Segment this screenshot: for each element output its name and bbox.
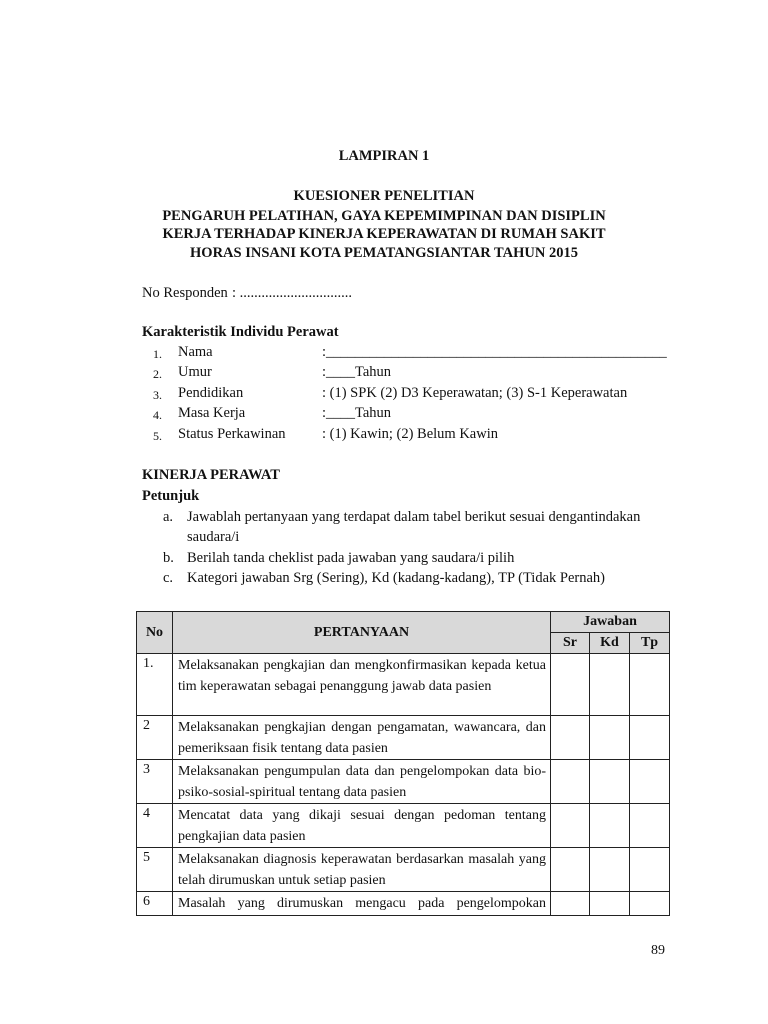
row-number: 3 — [137, 760, 173, 804]
research-title-line-2: KERJA TERHADAP KINERJA KEPERAWATAN DI RUMAH SAKIT — [162, 226, 606, 242]
page-number: 89 — [651, 943, 665, 958]
question-text: Mencatat data yang dikaji sesuai dengan pedoman tentang pengkajian data pasien — [173, 804, 551, 848]
answer-cell-kd[interactable] — [590, 892, 630, 916]
instruction-text: Kategori jawaban Srg (Sering), Kd (kadang-kadang), TP (Tidak Pernah) — [187, 570, 605, 586]
instruction-letter: a. — [163, 509, 174, 525]
row-number: 2 — [137, 716, 173, 760]
answer-cell-kd[interactable] — [590, 848, 630, 892]
table-row — [137, 892, 670, 916]
instruction-text: Berilah tanda cheklist pada jawaban yang saudara/i pilih — [187, 550, 515, 566]
table-row — [137, 716, 670, 760]
field-label-status-perkawinan: Status Perkawinan — [178, 426, 286, 442]
answer-cell-tp[interactable] — [630, 804, 670, 848]
appendix-title: LAMPIRAN 1 — [338, 148, 430, 164]
table-row — [137, 848, 670, 892]
questionnaire-title: KUESIONER PENELITIAN — [293, 188, 475, 204]
column-header-kd: Kd — [590, 633, 630, 654]
question-text: Melaksanakan pengumpulan data dan pengelompokan data bio-psiko-sosial-spiritual tentang data pasien — [173, 760, 551, 804]
answer-cell-tp[interactable] — [630, 892, 670, 916]
answer-cell-kd[interactable] — [590, 804, 630, 848]
row-number: 6 — [137, 892, 173, 916]
research-title-line-1: PENGARUH PELATIHAN, GAYA KEPEMIMPINAN DAN DISIPLIN — [162, 208, 606, 224]
question-text: Melaksanakan diagnosis keperawatan berdasarkan masalah yang telah dirumuskan untuk setiap pasien — [173, 848, 551, 892]
answer-cell-sr[interactable] — [551, 804, 590, 848]
answer-cell-kd[interactable] — [590, 760, 630, 804]
questionnaire-table — [136, 611, 670, 916]
table-row — [137, 804, 670, 848]
row-number: 4 — [137, 804, 173, 848]
column-header-sr: Sr — [551, 633, 590, 654]
answer-cell-tp[interactable] — [630, 716, 670, 760]
field-label-nama: Nama — [178, 344, 213, 360]
field-value-umur[interactable]: :____Tahun — [322, 364, 392, 380]
research-title-line-3: HORAS INSANI KOTA PEMATANGSIANTAR TAHUN 2015 — [190, 245, 578, 261]
respondent-number-field[interactable]: : ............................... — [232, 285, 353, 301]
instruction-letter: b. — [163, 550, 174, 566]
answer-cell-tp[interactable] — [630, 848, 670, 892]
answer-cell-kd[interactable] — [590, 716, 630, 760]
answer-cell-sr[interactable] — [551, 716, 590, 760]
instructions-heading: Petunjuk — [142, 488, 200, 504]
field-label-pendidikan: Pendidikan — [178, 385, 244, 401]
answer-cell-sr[interactable] — [551, 892, 590, 916]
list-number: 5. — [153, 429, 162, 443]
row-number: 1. — [137, 654, 173, 716]
question-text: Masalah yang dirumuskan mengacu pada pengelompokan — [173, 892, 551, 916]
answer-cell-sr[interactable] — [551, 848, 590, 892]
respondent-number-label: No Responden — [142, 285, 228, 301]
field-value-masa-kerja[interactable]: :____Tahun — [322, 405, 392, 421]
answer-cell-kd[interactable] — [590, 654, 630, 716]
row-number: 5 — [137, 848, 173, 892]
column-header-pertanyaan: PERTANYAAN — [173, 612, 551, 654]
answer-cell-sr[interactable] — [551, 760, 590, 804]
column-header-tp: Tp — [630, 633, 670, 654]
individual-characteristics-heading: Karakteristik Individu Perawat — [142, 324, 339, 340]
question-text: Melaksanakan pengkajian dengan pengamatan, wawancara, dan pemeriksaan fisik tentang data pasien — [173, 716, 551, 760]
instruction-text: saudara/i — [187, 529, 240, 545]
list-number: 4. — [153, 408, 162, 422]
question-text: Melaksanakan pengkajian dan mengkonfirmasikan kepada ketua tim keperawatan sebagai penanggung jawab data pasien — [173, 654, 551, 716]
field-label-masa-kerja: Masa Kerja — [178, 405, 246, 421]
nurse-performance-heading: KINERJA PERAWAT — [142, 467, 280, 483]
table-row — [137, 760, 670, 804]
list-number: 2. — [153, 367, 162, 381]
field-value-nama[interactable]: :_______________________________________________ — [322, 344, 667, 360]
answer-cell-tp[interactable] — [630, 760, 670, 804]
answer-cell-tp[interactable] — [630, 654, 670, 716]
instruction-text: Jawablah pertanyaan yang terdapat dalam tabel berikut sesuai dengantindakan — [187, 509, 641, 525]
answer-cell-sr[interactable] — [551, 654, 590, 716]
column-header-jawaban: Jawaban — [551, 612, 670, 633]
field-label-umur: Umur — [178, 364, 212, 380]
field-value-pendidikan[interactable]: : (1) SPK (2) D3 Keperawatan; (3) S-1 Keperawatan — [322, 385, 628, 401]
field-value-status-perkawinan[interactable]: : (1) Kawin; (2) Belum Kawin — [322, 426, 498, 442]
instruction-letter: c. — [163, 570, 174, 586]
column-header-no: No — [137, 612, 173, 654]
list-number: 3. — [153, 388, 162, 402]
list-number: 1. — [153, 347, 162, 361]
table-row — [137, 654, 670, 716]
